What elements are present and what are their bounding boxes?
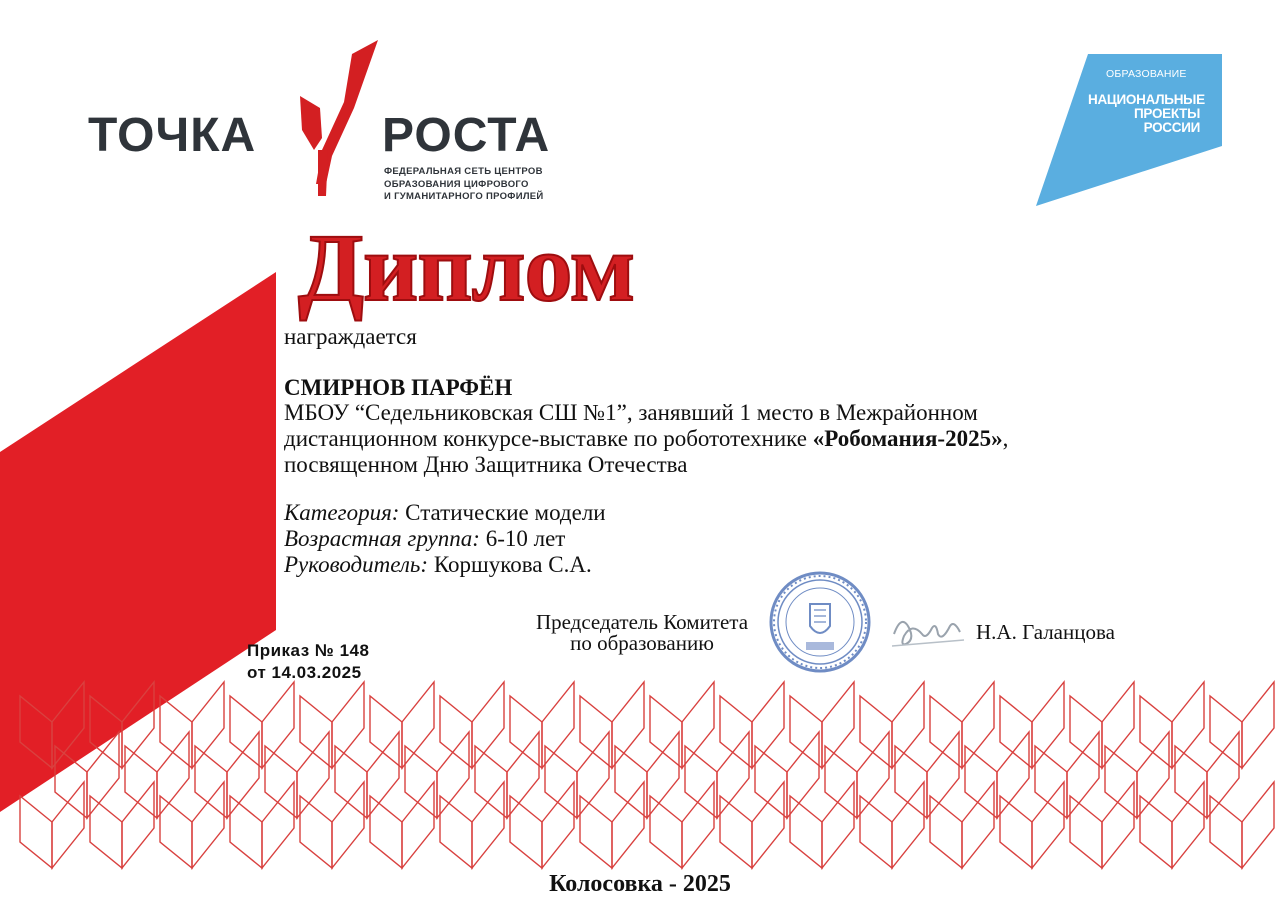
pattern-rhombus <box>545 746 577 818</box>
pattern-rhombus <box>1140 696 1172 768</box>
np-logo-line: ПРОЕКТЫ <box>1134 106 1200 121</box>
pattern-rhombus <box>962 682 994 768</box>
pattern-rhombus <box>52 782 84 868</box>
pattern-rhombus <box>857 732 889 818</box>
pattern-rhombus <box>230 796 262 868</box>
pattern-rhombus <box>125 746 157 818</box>
order-number: Приказ № 148 <box>247 641 370 660</box>
pattern-rhombus <box>265 746 297 818</box>
logo-rosta-word: РОСТА <box>382 109 551 162</box>
signatory-title-line: по образованию <box>570 631 714 655</box>
pattern-rhombus <box>685 746 717 818</box>
pattern-rhombus <box>300 796 332 868</box>
category-value: Статические модели <box>399 500 606 525</box>
pattern-rhombus <box>1032 682 1064 768</box>
pattern-rhombus <box>717 732 749 818</box>
pattern-rhombus <box>752 682 784 768</box>
order-date: от 14.03.2025 <box>247 663 362 682</box>
np-logo-main-text <box>1088 92 1205 135</box>
pattern-rhombus <box>860 696 892 768</box>
awardee-name: СМИРНОВ ПАРФЁН <box>284 375 513 400</box>
pattern-rhombus <box>822 682 854 768</box>
pattern-rhombus <box>1175 746 1207 818</box>
pattern-rhombus <box>90 796 122 868</box>
logo-subtitle-line: ФЕДЕРАЛЬНАЯ СЕТЬ ЦЕНТРОВ <box>384 166 543 177</box>
pattern-rhombus <box>192 782 224 868</box>
pattern-rhombus <box>860 796 892 868</box>
pattern-rhombus <box>682 782 714 868</box>
pattern-rhombus <box>790 796 822 868</box>
pattern-rhombus <box>790 696 822 768</box>
category-label: Категория: <box>284 500 400 525</box>
pattern-rhombus <box>402 682 434 768</box>
category-row <box>284 500 606 526</box>
pattern-rhombus <box>472 782 504 868</box>
pattern-rhombus <box>367 732 399 818</box>
signature-icon <box>888 604 968 656</box>
pattern-rhombus <box>647 732 679 818</box>
pattern-rhombus <box>262 682 294 768</box>
pattern-rhombus <box>1207 732 1239 818</box>
pattern-rhombus <box>720 796 752 868</box>
pattern-rhombus <box>335 746 367 818</box>
pattern-rhombus <box>300 696 332 768</box>
pattern-rhombus <box>892 782 924 868</box>
pattern-rhombus <box>297 732 329 818</box>
pattern-rhombus <box>580 696 612 768</box>
pattern-rhombus <box>87 732 119 818</box>
description-line: МБОУ “Седельниковская СШ №1”, занявший 1 место в Межрайонном <box>284 400 978 425</box>
pattern-rhombus <box>752 782 784 868</box>
logo-subtitle-line: ОБРАЗОВАНИЯ ЦИФРОВОГО <box>384 178 529 190</box>
pattern-rhombus <box>930 696 962 768</box>
np-logo-top-label: ОБРАЗОВАНИЕ <box>1106 68 1187 80</box>
awarded-label: награждается <box>284 324 417 349</box>
pattern-rhombus <box>927 732 959 818</box>
logo-subtitle <box>384 166 544 204</box>
pattern-rhombus <box>895 746 927 818</box>
description-line <box>284 426 1184 452</box>
diploma-title: Диплом <box>298 214 635 321</box>
signatory-title-line: Председатель Комитета <box>535 610 749 634</box>
pattern-rhombus <box>90 696 122 768</box>
pattern-rhombus <box>650 696 682 768</box>
pattern-rhombus <box>542 782 574 868</box>
pattern-rhombus <box>965 746 997 818</box>
age-group-label: Возрастная группа: <box>284 526 480 551</box>
pattern-rhombus <box>1102 682 1134 768</box>
supervisor-label: Руководитель: <box>284 552 429 577</box>
pattern-rhombus <box>1032 782 1064 868</box>
pattern-rhombus <box>122 782 154 868</box>
pattern-rhombus <box>720 696 752 768</box>
pattern-rhombus <box>160 796 192 868</box>
pattern-rhombus <box>612 682 644 768</box>
description-text: , <box>1002 426 1009 451</box>
pattern-rhombus <box>1137 732 1169 818</box>
logo-subtitle-line: И ГУМАНИТАРНОГО ПРОФИЛЕЙ <box>384 191 544 202</box>
pattern-rhombus <box>1172 682 1204 768</box>
pattern-rhombus <box>195 746 227 818</box>
pattern-rhombus <box>1000 796 1032 868</box>
pattern-rhombus <box>1172 782 1204 868</box>
pattern-rhombus <box>755 746 787 818</box>
pattern-rhombus <box>332 682 364 768</box>
pattern-rhombus <box>612 782 644 868</box>
pattern-rhombus <box>962 782 994 868</box>
pattern-rhombus <box>55 746 87 818</box>
pattern-rhombus <box>20 796 52 868</box>
pattern-rhombus <box>1210 796 1242 868</box>
pattern-rhombus <box>370 696 402 768</box>
diamond-pattern-decoration <box>0 672 1280 872</box>
pattern-rhombus <box>507 732 539 818</box>
supervisor-value: Коршукова С.А. <box>428 552 592 577</box>
footer-place-year: Колосовка - 2025 <box>549 871 731 897</box>
pattern-rhombus <box>1000 696 1032 768</box>
pattern-rhombus <box>822 782 854 868</box>
np-logo-line: РОССИИ <box>1143 120 1200 135</box>
pattern-rhombus <box>437 732 469 818</box>
pattern-rhombus <box>472 682 504 768</box>
pattern-rhombus <box>825 746 857 818</box>
pattern-rhombus <box>650 796 682 868</box>
pattern-rhombus <box>1105 746 1137 818</box>
pattern-rhombus <box>230 696 262 768</box>
pattern-rhombus <box>1140 796 1172 868</box>
official-stamp-icon <box>766 570 874 674</box>
pattern-rhombus <box>440 696 472 768</box>
signatory-title <box>510 612 774 654</box>
description-text: дистанционном конкурсе-выставке по робототехнике <box>284 426 813 451</box>
pattern-rhombus <box>1070 696 1102 768</box>
pattern-rhombus <box>930 796 962 868</box>
logo-tochka-word: ТОЧКА <box>88 109 257 162</box>
pattern-rhombus <box>1210 696 1242 768</box>
pattern-rhombus <box>227 732 259 818</box>
pattern-rhombus <box>405 746 437 818</box>
pattern-rhombus <box>580 796 612 868</box>
pattern-rhombus <box>682 682 714 768</box>
pattern-rhombus <box>1242 682 1274 768</box>
pattern-rhombus <box>615 746 647 818</box>
pattern-rhombus <box>892 682 924 768</box>
pattern-rhombus <box>1242 782 1274 868</box>
pattern-rhombus <box>402 782 434 868</box>
contest-name: «Робомания-2025» <box>812 426 1003 451</box>
age-group-value: 6-10 лет <box>479 526 566 551</box>
pattern-rhombus <box>52 682 84 768</box>
pattern-rhombus <box>787 732 819 818</box>
sprout-logo-icon <box>292 38 388 198</box>
pattern-rhombus <box>20 696 52 768</box>
pattern-rhombus <box>1070 796 1102 868</box>
np-logo-line: НАЦИОНАЛЬНЫЕ <box>1088 92 1205 107</box>
pattern-rhombus <box>510 696 542 768</box>
pattern-rhombus <box>192 682 224 768</box>
pattern-rhombus <box>997 732 1029 818</box>
pattern-rhombus <box>160 696 192 768</box>
age-group-row <box>284 526 606 552</box>
supervisor-row <box>284 552 606 578</box>
description-line: посвященном Дню Защитника Отечества <box>284 452 688 477</box>
pattern-rhombus <box>262 782 294 868</box>
award-description <box>284 400 1184 478</box>
pattern-rhombus <box>577 732 609 818</box>
pattern-rhombus <box>1102 782 1134 868</box>
pattern-rhombus <box>542 682 574 768</box>
pattern-rhombus <box>510 796 542 868</box>
pattern-rhombus <box>1035 746 1067 818</box>
signatory-name: Н.А. Галанцова <box>976 620 1115 644</box>
pattern-rhombus <box>332 782 364 868</box>
award-details <box>284 500 606 578</box>
pattern-rhombus <box>475 746 507 818</box>
pattern-rhombus <box>122 682 154 768</box>
pattern-rhombus <box>1067 732 1099 818</box>
pattern-rhombus <box>370 796 402 868</box>
pattern-rhombus <box>157 732 189 818</box>
pattern-rhombus <box>440 796 472 868</box>
